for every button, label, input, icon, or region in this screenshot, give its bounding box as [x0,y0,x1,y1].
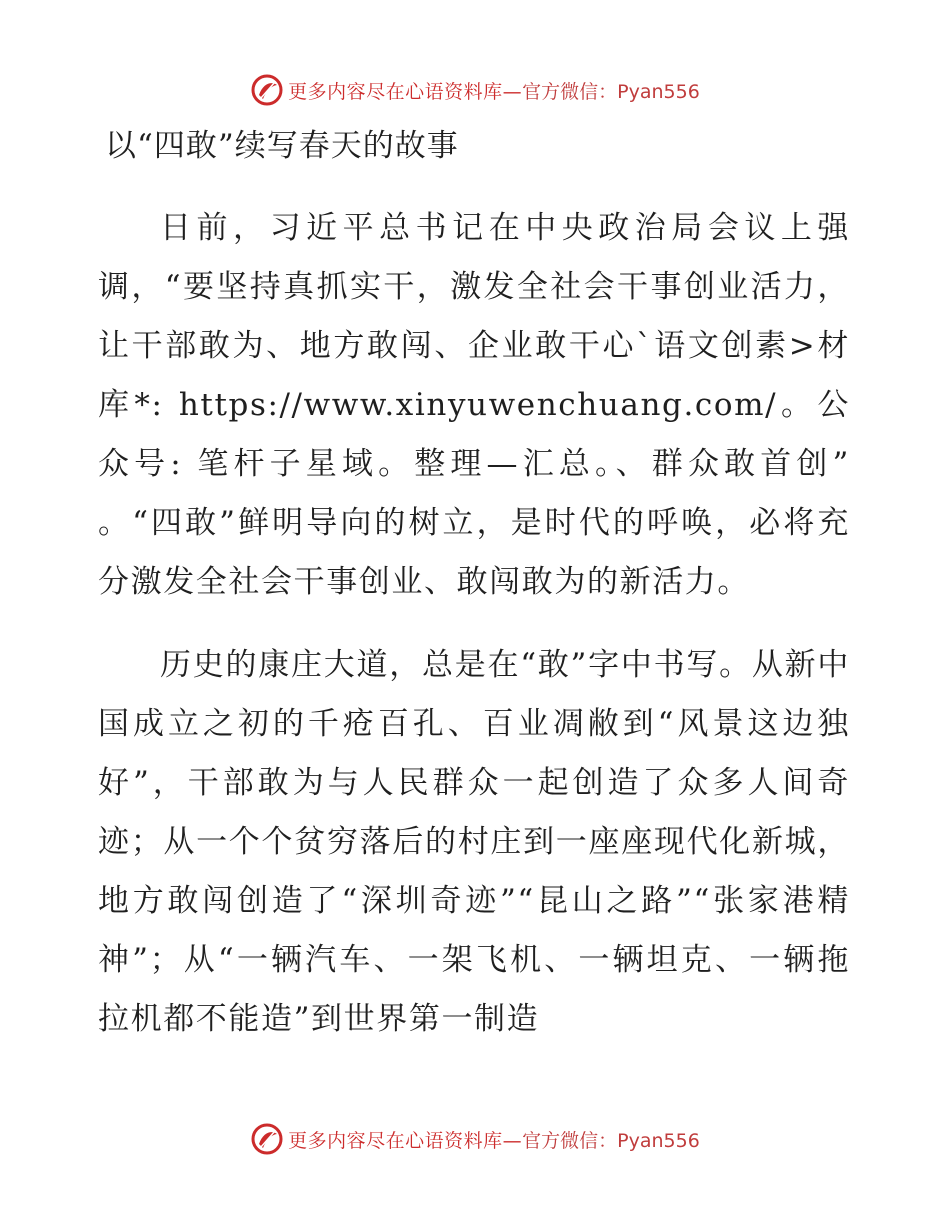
red-emblem-icon [250,1122,284,1156]
document-body [98,199,850,1049]
document-title: 以“四敢”续写春天的故事 [105,128,459,164]
paragraph: 历史的康庄大道，总是在“敢”字中书写。从新中国成立之初的千疮百孔、百业凋敝到“风景这边独好”，干部敢为与人民群众一起创造了众多人间奇迹；从一个个贫穷落后的村庄到一座座现代化新城，地方敢闯创造了“深圳奇迹”“昆山之路”“张家港精神”；从“一辆汽车、一架飞机、一辆坦克、一辆拖拉机都不能造”到世界第一制造 [98,647,850,1037]
watermark-text: 更多内容尽在心语资料库— [288,1129,523,1152]
watermark-official-account: 官方微信：Pyan556 [522,1129,700,1152]
paragraph: 日前，习近平总书记在中央政治局会议上强调，“要坚持真抓实干，激发全社会干事创业活力，让干部敢为、地方敢闯、企业敢干心`语文创素>材库*: https://www.xinyuwenchuang.com/。公众号: 笔杆子星域。整理—汇总。、群众敢首创” 。“四敢”鲜明导向的树立，是时代的呼唤，必将充分激发全社会干事创业、敢闯敢为的新活力。 [98,210,850,600]
header-watermark [0,73,950,107]
watermark-official-account: 官方微信：Pyan556 [522,80,700,103]
footer-watermark [0,1122,950,1156]
watermark-text: 更多内容尽在心语资料库— [288,80,523,103]
red-emblem-icon [250,73,284,107]
